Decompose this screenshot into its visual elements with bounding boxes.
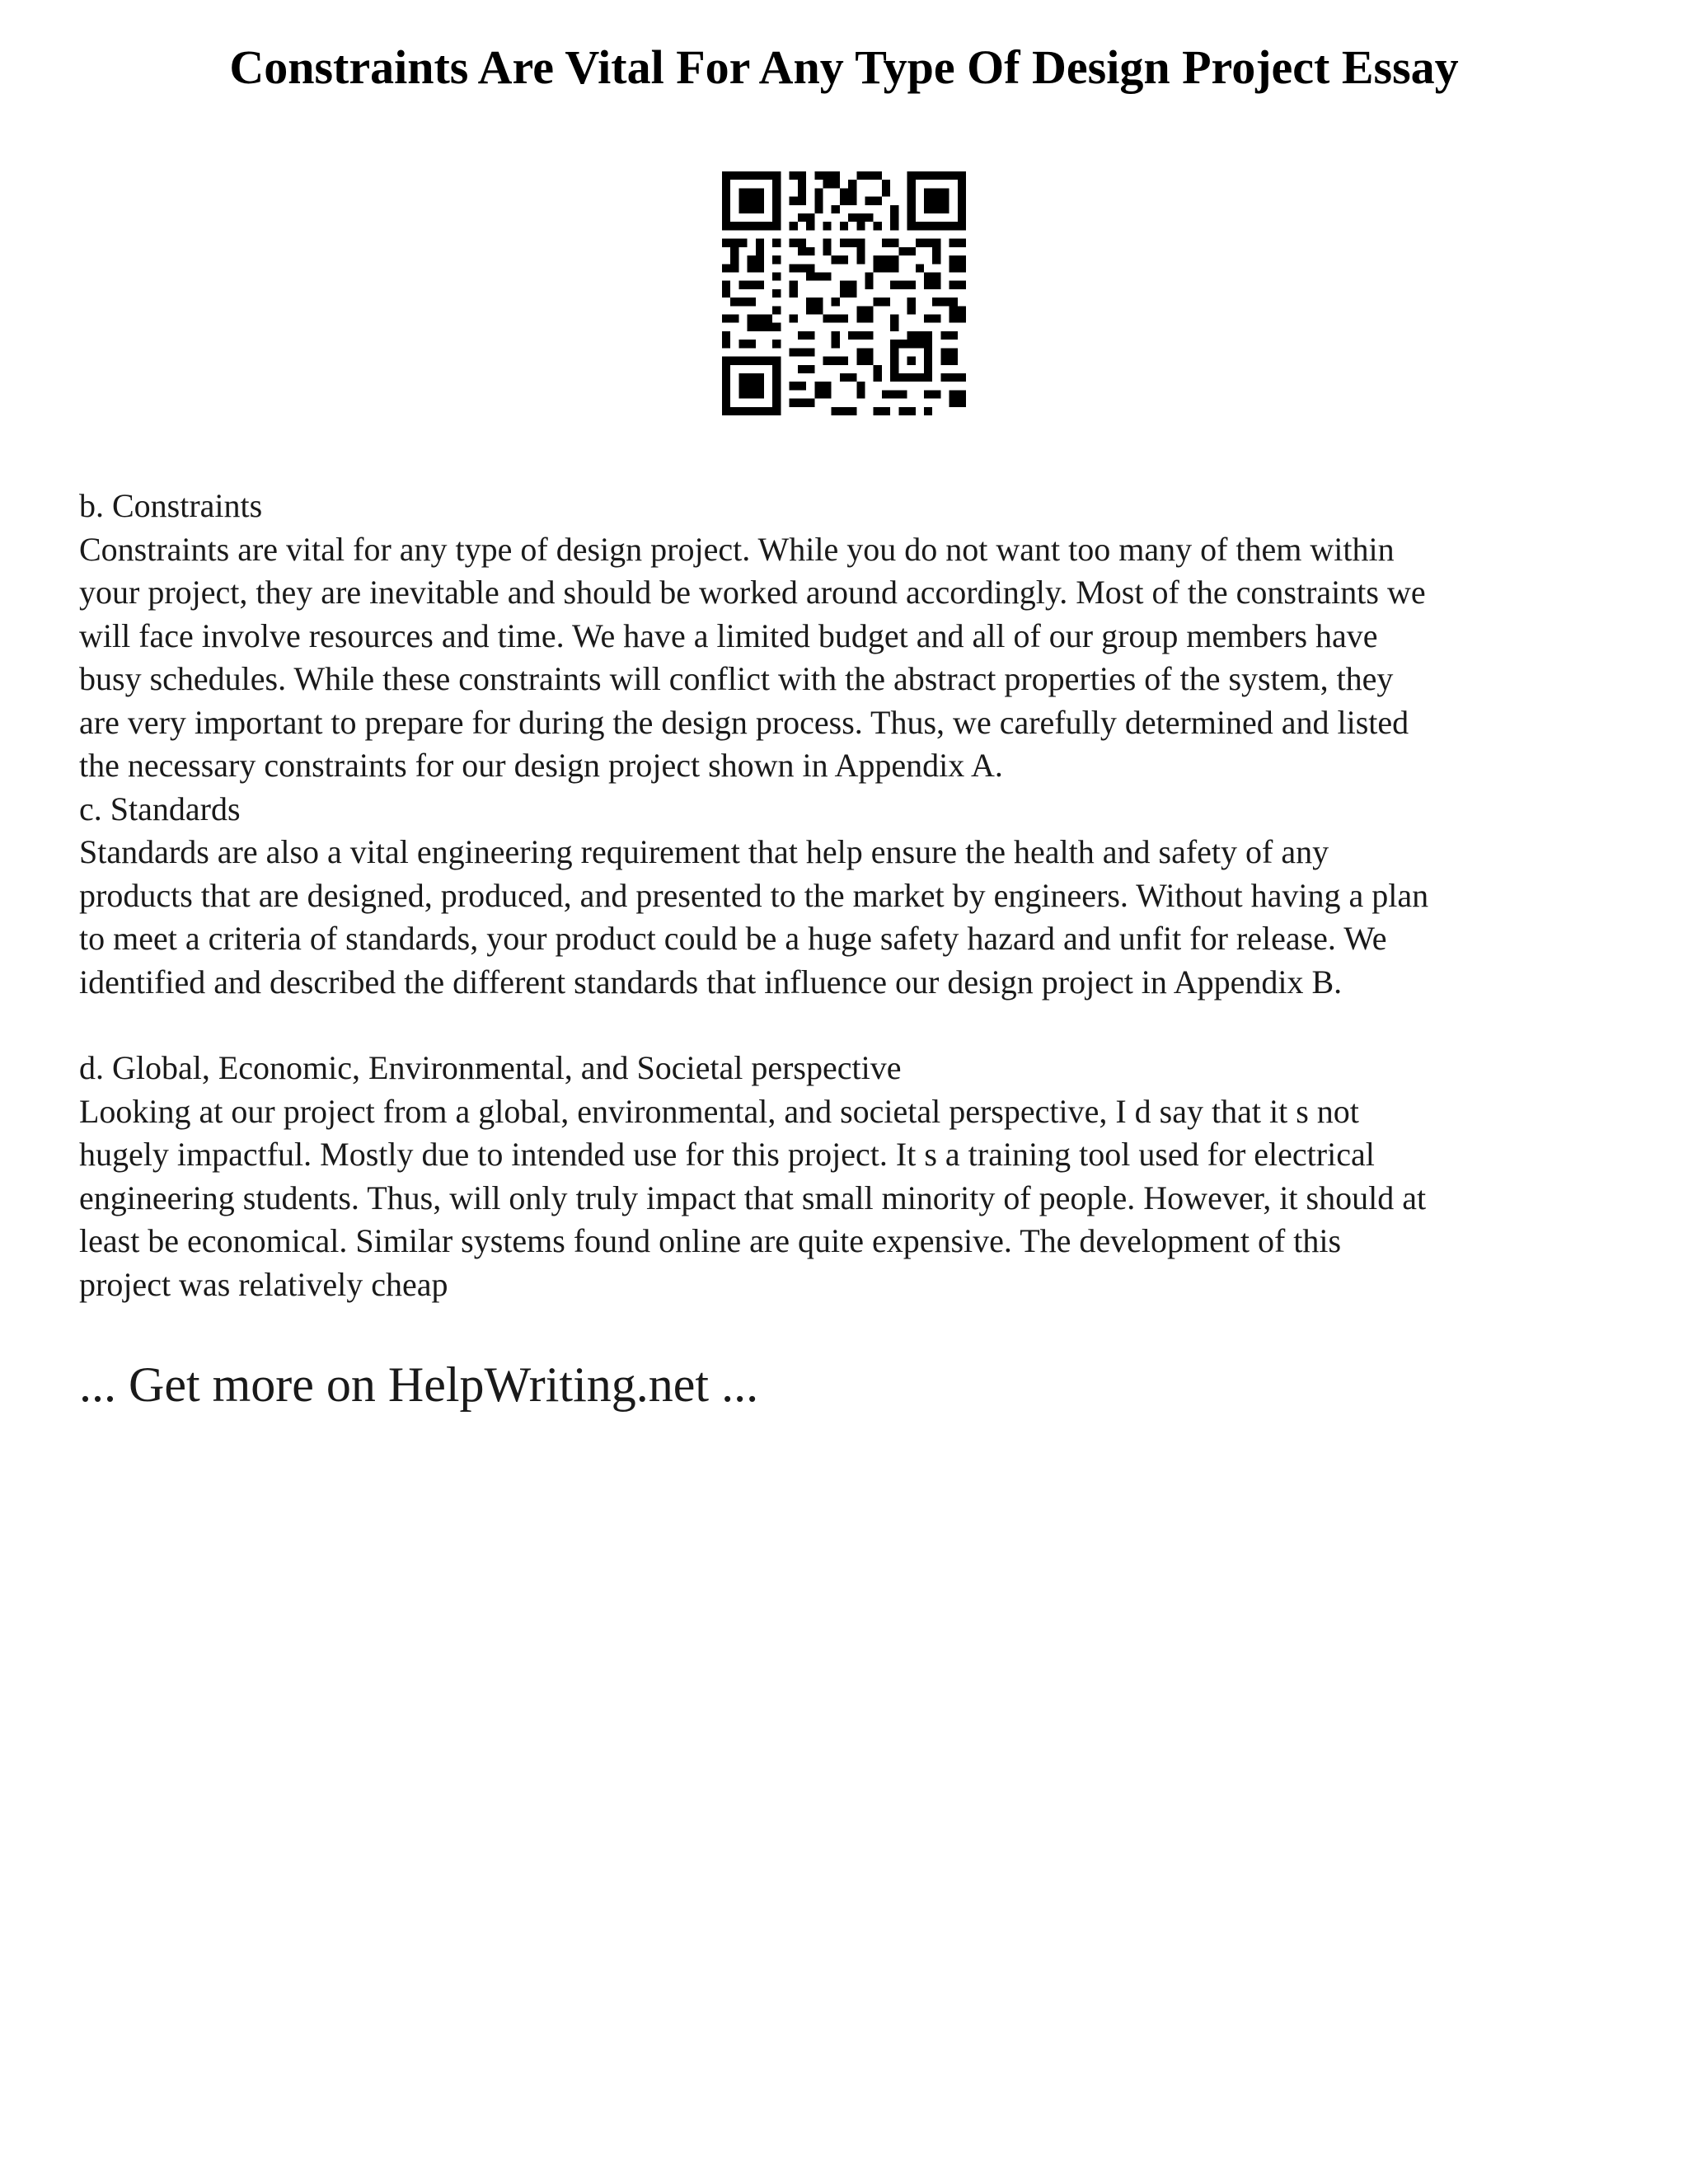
- text-line: Standards are also a vital engineering requirement that help ensure the health and safety of any: [79, 833, 1329, 870]
- text-line: identified and described the different standards that influence our design project in Appendix B.: [79, 963, 1343, 1001]
- text-line: are very important to prepare for during the design process. Thus, we carefully determined and listed: [79, 703, 1409, 741]
- page-title: Constraints Are Vital For Any Type Of Design Project Essay: [229, 40, 1459, 94]
- text-line: project was relatively cheap: [79, 1265, 448, 1303]
- text-line: your project, they are inevitable and should be worked around accordingly. Most of the constraints we: [79, 574, 1426, 611]
- text-line: least be economical. Similar systems found online are quite expensive. The development of this: [79, 1222, 1342, 1259]
- paragraph-perspective: [79, 1090, 1629, 1307]
- text-line: the necessary constraints for our design project shown in Appendix A.: [79, 747, 1003, 784]
- section-heading-constraints: b. Constraints: [79, 487, 263, 524]
- section-heading-perspective: d. Global, Economic, Environmental, and Societal perspective: [79, 1049, 902, 1086]
- text-line: products that are designed, produced, and presented to the market by engineers. Without having a plan: [79, 876, 1429, 914]
- text-line: hugely impactful. Mostly due to intended use for this project. It s a training tool used for electrical: [79, 1136, 1375, 1173]
- text-line: engineering students. Thus, will only truly impact that small minority of people. However, it should at: [79, 1179, 1427, 1216]
- section-heading-standards: c. Standards: [79, 790, 241, 827]
- get-more-link[interactable]: ... Get more on HelpWriting.net ...: [79, 1357, 759, 1412]
- text-line: to meet a criteria of standards, your product could be a huge safety hazard and unfit for release. We: [79, 920, 1387, 957]
- text-line: Constraints are vital for any type of design project. While you do not want too many of them within: [79, 530, 1395, 568]
- text-line: busy schedules. While these constraints will conflict with the abstract properties of the system, they: [79, 660, 1394, 697]
- paragraph-constraints: [79, 528, 1629, 788]
- paragraph-gap: [79, 1004, 1629, 1047]
- qr-code-icon: [722, 171, 966, 415]
- text-line: Looking at our project from a global, environmental, and societal perspective, I d say that it s not: [79, 1092, 1359, 1130]
- essay-body: [79, 485, 1629, 1306]
- paragraph-standards: [79, 831, 1629, 1004]
- text-line: will face involve resources and time. We have a limited budget and all of our group members have: [79, 616, 1378, 654]
